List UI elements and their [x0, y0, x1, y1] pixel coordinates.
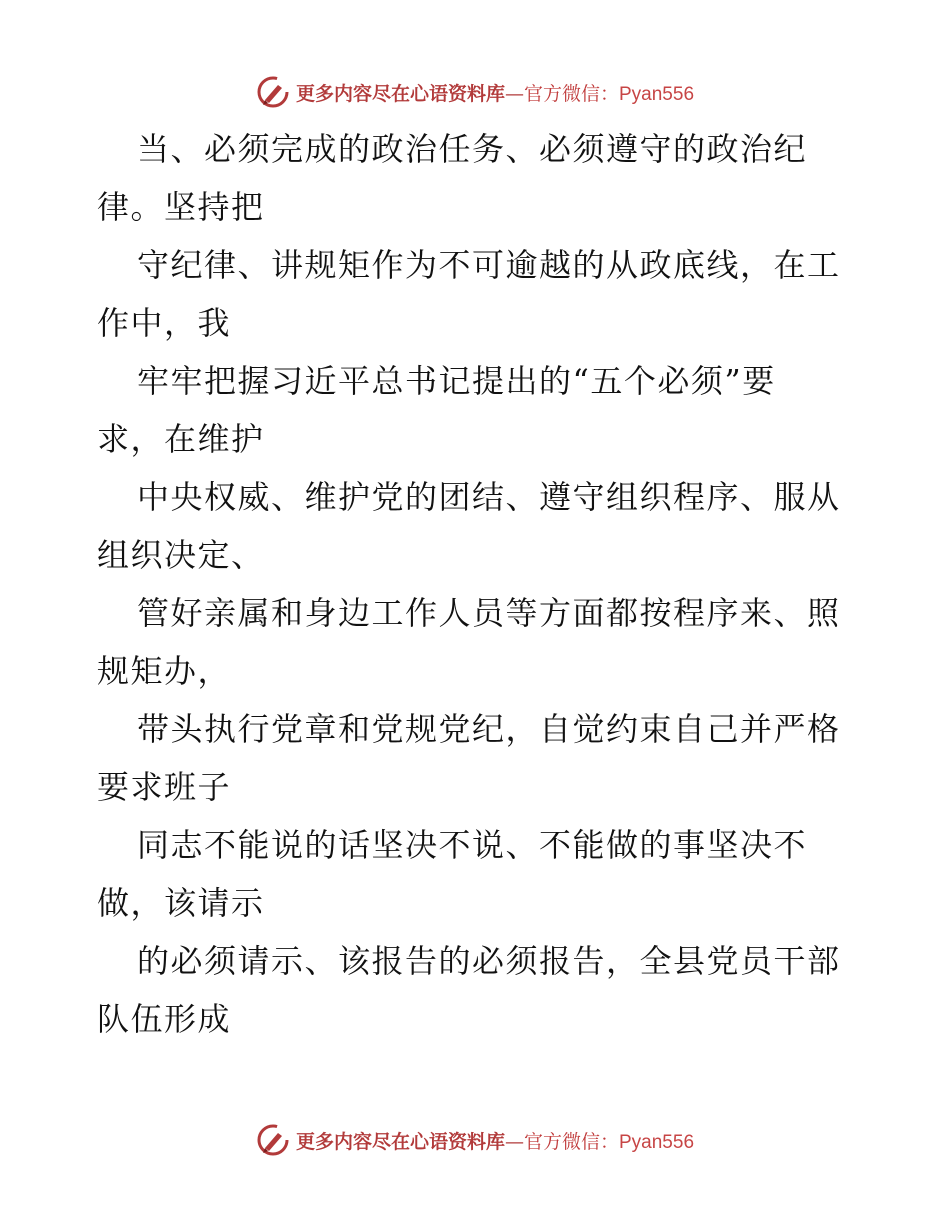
paragraph — [97, 700, 867, 816]
pen-logo-icon — [256, 1123, 290, 1157]
paragraph — [97, 120, 867, 236]
header-dash: — — [504, 82, 524, 105]
paragraph-first-line: 带头执行党章和党规党纪，自觉约束自己并严格 — [137, 710, 841, 748]
document-body — [97, 120, 867, 1048]
footer-contact-label: 官方微信： — [523, 1130, 619, 1153]
footer-brand: 更多内容尽在心语资料库 — [295, 1130, 505, 1153]
paragraph-continuation: 队伍形成 — [97, 1000, 232, 1038]
header-contact-label: 官方微信： — [523, 82, 619, 105]
paragraph-continuation: 要求班子 — [97, 768, 232, 806]
footer-text — [296, 1127, 694, 1154]
footer-dash: — — [504, 1130, 524, 1153]
header-wechat-id: Pyan556 — [619, 83, 695, 105]
pen-logo-icon — [256, 75, 290, 109]
paragraph — [97, 468, 867, 584]
paragraph — [97, 236, 867, 352]
paragraph-first-line: 牢牢把握习近平总书记提出的“五个必须”要 — [137, 362, 776, 400]
paragraph-first-line: 同志不能说的话坚决不说、不能做的事坚决不 — [137, 826, 808, 864]
paragraph-continuation: 组织决定、 — [97, 536, 265, 574]
header-text — [296, 79, 694, 106]
paragraph-continuation: 律。坚持把 — [97, 188, 265, 226]
paragraph-continuation: 规矩办， — [97, 652, 232, 690]
paragraph-first-line: 当、必须完成的政治任务、必须遵守的政治纪 — [137, 130, 808, 168]
paragraph — [97, 816, 867, 932]
paragraph-continuation: 求，在维护 — [97, 420, 265, 458]
paragraph — [97, 584, 867, 700]
header-banner — [0, 72, 950, 112]
paragraph — [97, 352, 867, 468]
header-brand: 更多内容尽在心语资料库 — [295, 82, 505, 105]
paragraph-first-line: 的必须请示、该报告的必须报告，全县党员干部 — [137, 942, 841, 980]
footer-banner — [0, 1120, 950, 1160]
paragraph-continuation: 做，该请示 — [97, 884, 265, 922]
paragraph-continuation: 作中，我 — [97, 304, 232, 342]
paragraph-first-line: 守纪律、讲规矩作为不可逾越的从政底线，在工 — [137, 246, 841, 284]
paragraph — [97, 932, 867, 1048]
paragraph-first-line: 中央权威、维护党的团结、遵守组织程序、服从 — [137, 478, 841, 516]
footer-wechat-id: Pyan556 — [619, 1131, 695, 1153]
paragraph-first-line: 管好亲属和身边工作人员等方面都按程序来、照 — [137, 594, 841, 632]
